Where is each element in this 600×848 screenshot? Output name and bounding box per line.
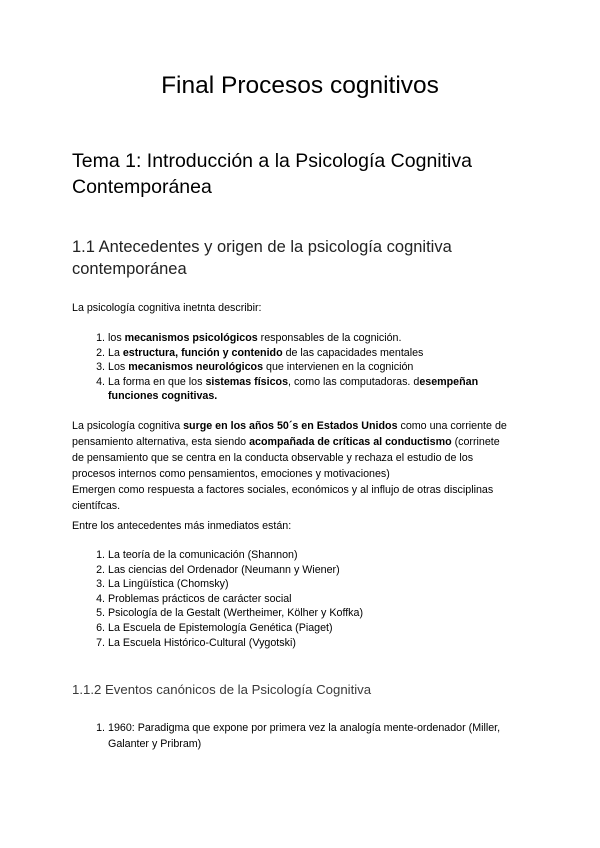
antecedentes-intro: Entre los antecedentes más inmediatos están:	[72, 520, 292, 532]
list-item: 4. Problemas prácticos de carácter social	[96, 592, 292, 605]
describe-list	[96, 331, 479, 404]
list-item: 3. La Lingüística (Chomsky)	[96, 578, 229, 591]
tema1-heading-line2: Contemporánea	[72, 176, 212, 198]
paragraph-line-3: de pensamiento que se centra en la conducta observable y rechaza el estudio de los	[72, 452, 474, 464]
list-item: 3. Los mecanismos neurológicos que intervienen en la cognición	[96, 361, 414, 374]
events-list	[96, 720, 501, 752]
list-item: 2. La estructura, función y contenido de las capacidades mentales	[96, 346, 424, 359]
antecedentes-list	[96, 548, 364, 650]
list-item: 6. La Escuela de Epistemología Genética (Piaget)	[96, 621, 333, 634]
paragraph-line-6: científcas.	[72, 500, 121, 512]
section-1-1-heading-line2: contemporánea	[72, 260, 187, 278]
list-item: 4. La forma en que los sistemas físicos, como las computadoras. desempeñan funciones cognitivas.	[96, 375, 479, 403]
describe-intro: La psicología cognitiva inetnta describir:	[72, 302, 262, 314]
section-1-1-heading-line1: 1.1 Antecedentes y origen de la psicología cognitiva	[72, 238, 452, 256]
section-1-1-2-heading: 1.1.2 Eventos canónicos de la Psicología Cognitiva	[72, 682, 372, 697]
paragraph-line-4: procesos internos como pensamientos, emociones y motivaciones)	[72, 468, 390, 480]
paragraph-line-5: Emergen como respuesta a factores sociales, económicos y al influjo de otras disciplinas	[72, 484, 494, 496]
list-item: 7. La Escuela Histórico-Cultural (Vygotski)	[96, 636, 296, 649]
list-item: 1. La teoría de la comunicación (Shannon)	[96, 549, 298, 561]
paragraph-line-2: pensamiento alternativa, esta siendo acompañada de críticas al conductismo (corrinete	[72, 436, 500, 448]
tema1-heading-line1: Tema 1: Introducción a la Psicología Cognitiva	[72, 150, 472, 172]
list-item: 1. los mecanismos psicológicos responsables de la cognición.	[96, 332, 402, 344]
paragraph-line-1: La psicología cognitiva surge en los años 50´s en Estados Unidos como una corriente de	[72, 420, 507, 432]
list-item: 2. Las ciencias del Ordenador (Neumann y Wiener)	[96, 563, 340, 576]
list-item: 1. 1960: Paradigma que expone por primera vez la analogía mente-ordenador (Miller, Galanter y Pribram)	[96, 722, 501, 750]
document-title: Final Procesos cognitivos	[161, 72, 439, 99]
list-item: 5. Psicología de la Gestalt (Wertheimer, Kölher y Koffka)	[96, 607, 364, 620]
origin-paragraph	[72, 418, 507, 514]
